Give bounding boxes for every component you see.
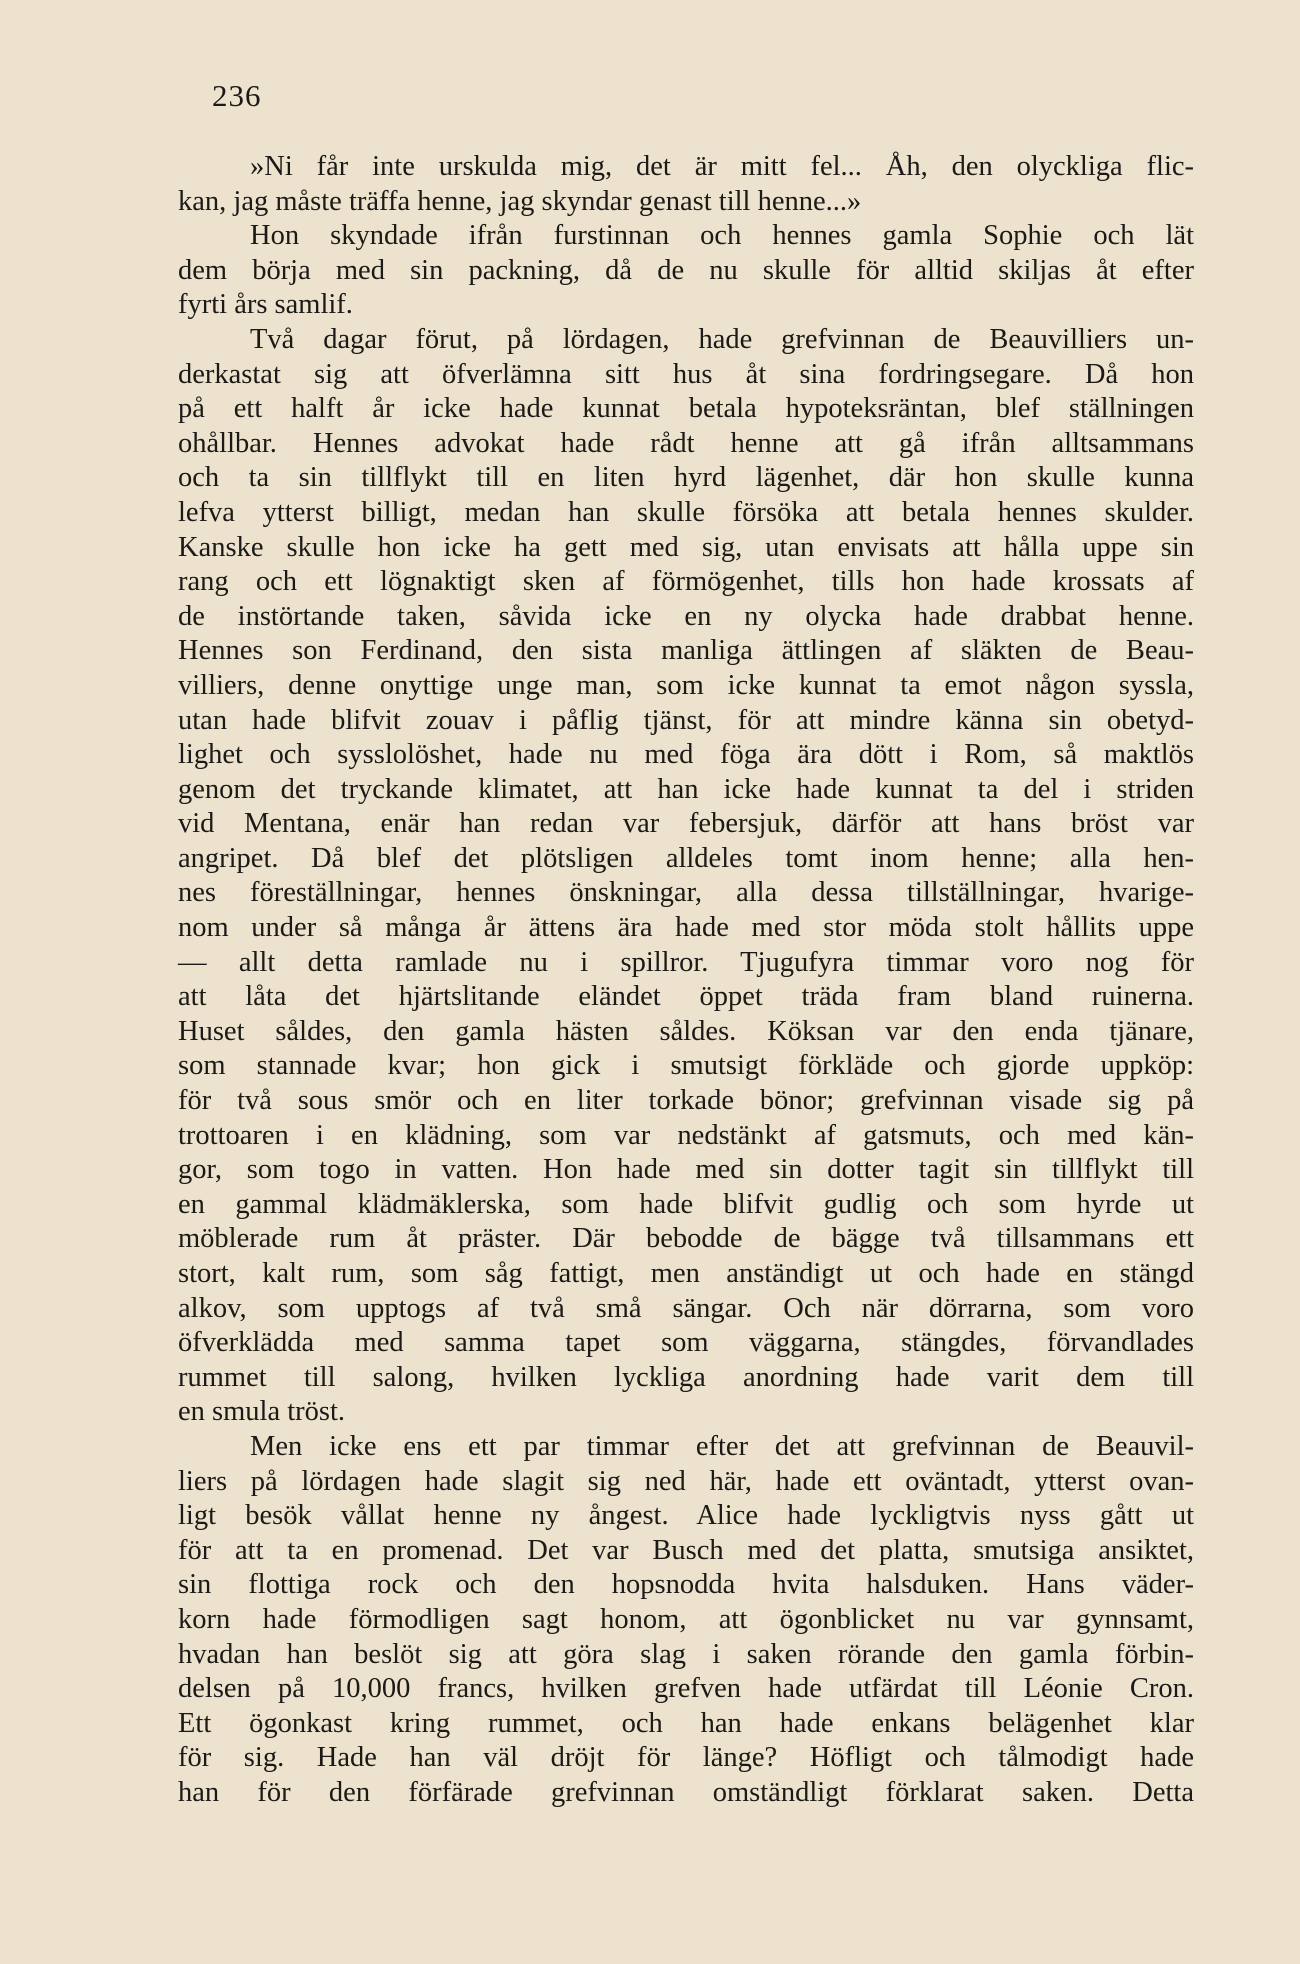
text-line: ohållbar. Hennes advokat hade rådt henne att gå ifrån alltsammans <box>178 427 1194 459</box>
text-line: derkastat sig att öfverlämna sitt hus åt sina fordringsegare. Då hon <box>178 358 1194 390</box>
text-line: delsen på 10,000 francs, hvilken grefven hade utfärdat till Léonie Cron. <box>178 1673 1194 1705</box>
text-line: kan, jag måste träffa henne, jag skyndar genast till henne...» <box>178 185 862 217</box>
text-line: lefva ytterst billigt, medan han skulle försöka att betala hennes skulder. <box>178 496 1194 528</box>
text-line: ligt besök vållat henne ny ångest. Alice hade lyckligtvis nyss gått ut <box>178 1500 1194 1532</box>
text-line: gor, som togo in vatten. Hon hade med sin dotter tagit sin tillflykt till <box>178 1154 1194 1186</box>
text-line: sin flottiga rock och den hopsnodda hvita halsduken. Hans väder- <box>178 1569 1194 1601</box>
text-line: som stannade kvar; hon gick i smutsigt förkläde och gjorde uppköp: <box>178 1050 1194 1082</box>
text-line: rang och ett lögnaktigt sken af förmögenhet, tills hon hade krossats af <box>178 566 1194 598</box>
text-line: korn hade förmodligen sagt honom, att ögonblicket nu var gynnsamt, <box>178 1603 1194 1635</box>
text-line: en smula tröst. <box>178 1396 346 1428</box>
text-line: på ett halft år icke hade kunnat betala hypoteksräntan, blef ställningen <box>178 393 1194 425</box>
text-line: att låta det hjärtslitande eländet öppet träda fram bland ruinerna. <box>178 981 1194 1013</box>
text-line: angripet. Då blef det plötsligen alldeles tomt inom henne; alla hen- <box>178 842 1194 874</box>
text-line: Två dagar förut, på lördagen, hade grefvinnan de Beauvilliers un- <box>250 323 1194 355</box>
text-line: stort, kalt rum, som såg fattigt, men anständigt ut och hade en stängd <box>178 1258 1194 1289</box>
text-line: vid Mentana, enär han redan var febersjuk, därför att hans bröst var <box>178 808 1194 840</box>
text-line: Huset såldes, den gamla hästen såldes. Köksan var den enda tjänare, <box>178 1015 1194 1047</box>
text-line: nes föreställningar, hennes önskningar, alla dessa tillställningar, hvarige- <box>178 877 1194 909</box>
text-line: möblerade rum åt präster. Där bebodde de bägge två tillsammans ett <box>178 1223 1194 1255</box>
text-line: Hon skyndade ifrån furstinnan och hennes gamla Sophie och lät <box>250 220 1194 252</box>
text-line: Ett ögonkast kring rummet, och han hade enkans belägenhet klar <box>178 1707 1194 1739</box>
text-line: för sig. Hade han väl dröjt för länge? Höfligt och tålmodigt hade <box>178 1742 1194 1774</box>
text-line: Hennes son Ferdinand, den sista manliga ättlingen af släkten de Beau- <box>178 635 1194 667</box>
text-line: en gammal klädmäklerska, som hade blifvit gudlig och som hyrde ut <box>178 1188 1194 1220</box>
text-line: fyrti års samlif. <box>178 289 353 321</box>
text-line: »Ni får inte urskulda mig, det är mitt fel... Åh, den olyckliga flic- <box>250 151 1194 182</box>
text-line: han för den förfärade grefvinnan omständligt förklarat saken. Detta <box>178 1776 1194 1808</box>
text-line: trottoaren i en klädning, som var nedstänkt af gatsmuts, och med kän- <box>178 1119 1194 1151</box>
text-line: Men icke ens ett par timmar efter det att grefvinnan de Beauvil- <box>250 1430 1194 1462</box>
text-line: lighet och sysslolöshet, hade nu med föga ära dött i Rom, så maktlös <box>178 739 1194 771</box>
text-line: villiers, denne onyttige unge man, som icke kunnat ta emot någon syssla, <box>178 669 1194 701</box>
text-line: nom under så många år ättens ära hade med stor möda stolt hållits uppe <box>178 912 1194 944</box>
body-text <box>178 150 1194 1811</box>
text-line: liers på lördagen hade slagit sig ned här, hade ett oväntadt, ytterst ovan- <box>178 1465 1194 1497</box>
text-line: hvadan han beslöt sig att göra slag i saken rörande den gamla förbin- <box>178 1638 1194 1670</box>
text-line: alkov, som upptogs af två små sängar. Och när dörrarna, som voro <box>178 1292 1194 1324</box>
text-line: — allt detta ramlade nu i spillror. Tjugufyra timmar voro nog för <box>178 946 1194 978</box>
text-line: för två sous smör och en liter torkade bönor; grefvinnan visade sig på <box>178 1085 1194 1117</box>
text-line: rummet till salong, hvilken lyckliga anordning hade varit dem till <box>178 1361 1194 1393</box>
text-line: de instörtande taken, såvida icke en ny olycka hade drabbat henne. <box>178 600 1194 632</box>
text-line: och ta sin tillflykt till en liten hyrd lägenhet, där hon skulle kunna <box>178 462 1194 494</box>
page-number: 236 <box>212 78 262 113</box>
text-line: utan hade blifvit zouav i påflig tjänst, för att mindre känna sin obetyd- <box>178 704 1194 736</box>
text-line: för att ta en promenad. Det var Busch med det platta, smutsiga ansiktet, <box>178 1534 1194 1566</box>
text-line: genom det tryckande klimatet, att han icke hade kunnat ta del i striden <box>178 773 1194 805</box>
text-line: dem börja med sin packning, då de nu skulle för alltid skiljas åt efter <box>178 254 1194 286</box>
text-line: öfverklädda med samma tapet som väggarna, stängdes, förvandlades <box>178 1327 1194 1359</box>
text-line: Kanske skulle hon icke ha gett med sig, utan envisats att hålla uppe sin <box>178 531 1194 563</box>
